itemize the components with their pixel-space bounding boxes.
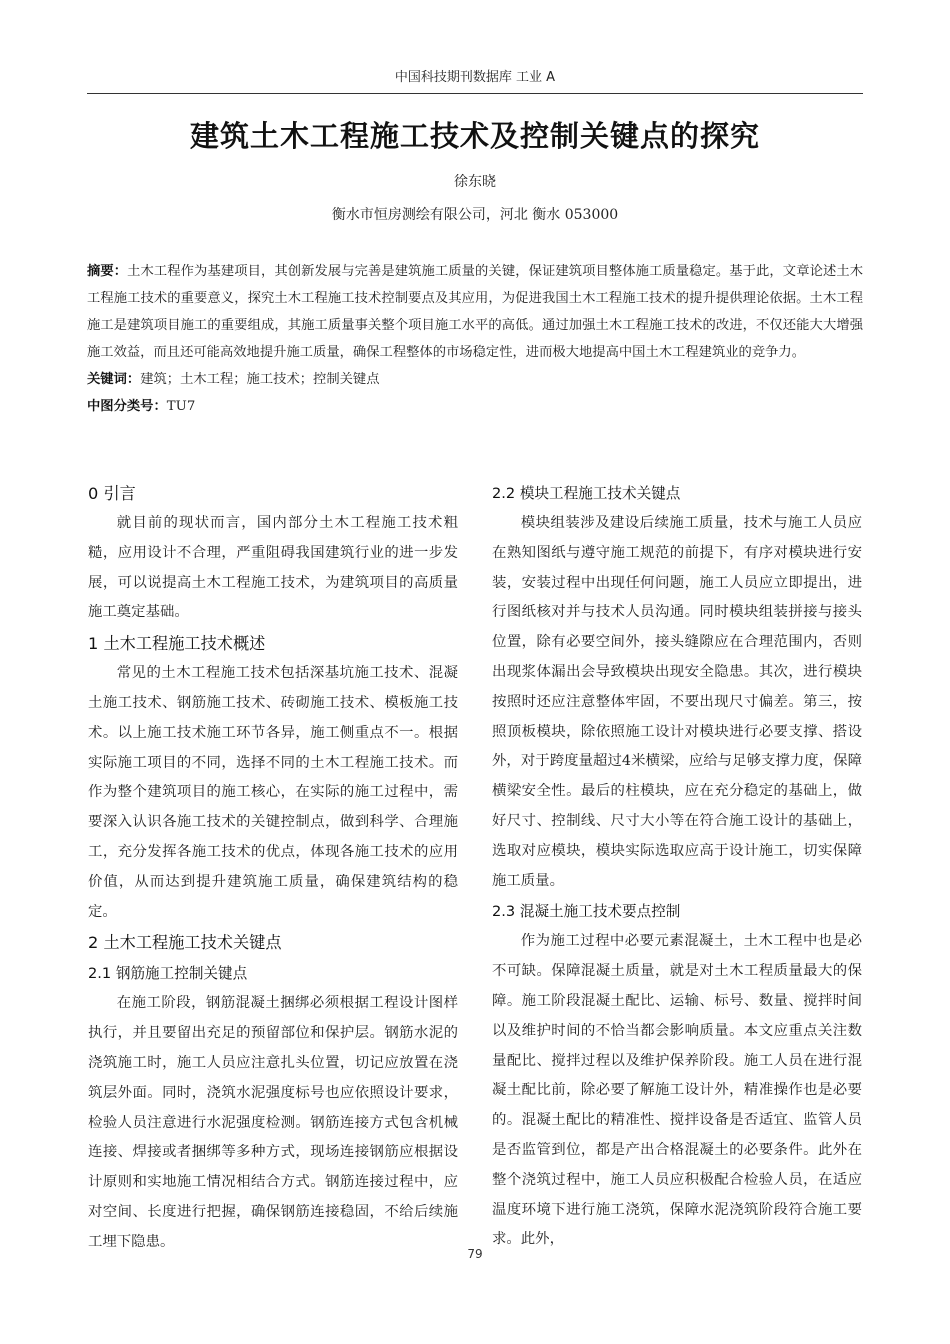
section-heading-introduction: 0 引言 [88, 484, 136, 503]
section-heading-overview: 1 土木工程施工技术概述 [88, 634, 266, 654]
subsection-heading-formwork: 2.2 模块工程施工技术关键点 [492, 485, 681, 502]
right-column [492, 478, 862, 1255]
rebar-paragraph: 在施工阶段，钢筋混凝土捆绑必须根据工程设计图样执行，并且要留出充足的预留部位和保护层。钢筋水泥的浇筑施工时，施工人员应注意扎头位置，切记应放置在浇筑层外面。同时，浇筑水泥强度标号也应依照设计要求，检验人员注意进行水泥强度检测。钢筋连接方式包含机械连接、焊接或者捆绑等多种方式，现场连接钢筋应根据设计原则和实地施工情况相结合方式。钢筋连接过程中，应对空间、长度进行把握，确保钢筋连接稳固，不给后续施工埋下隐患。 [88, 995, 458, 1250]
author-affiliation: 衡水市恒房测绘有限公司，河北 衡水 053000 [331, 207, 619, 223]
keywords-label: 关键词： [87, 372, 141, 387]
clc-text: TU7 [166, 399, 196, 414]
abstract-paragraph [87, 258, 863, 366]
keywords-text: 建筑；土木工程；施工技术；控制关键点 [140, 372, 380, 387]
section-heading-key-points: 2 土木工程施工技术关键点 [88, 933, 282, 953]
concrete-paragraph: 作为施工过程中必要元素混凝土，土木工程中也是必不可缺。保障混凝土质量，就是对土木工程质量最大的保障。施工阶段混凝土配比、运输、标号、数量、搅拌时间以及维护时间的不恰当都会影响质量。本文应重点关注数量配比、搅拌过程以及维护保养阶段。施工人员在进行混凝土配比前，除必要了解施工设计外，精准操作也是必要的。混凝土配比的精准性、搅拌设备是否适宜、监管人员是否监管到位，都是产出合格混凝土的必要条件。此外在整个浇筑过程中，施工人员应积极配合检验人员，在适应温度环境下进行施工浇筑，保障水泥浇筑阶段符合施工要求。此外， [492, 933, 862, 1248]
subsection-heading-rebar: 2.1 钢筋施工控制关键点 [88, 965, 248, 983]
formwork-paragraph: 模块组装涉及建设后续施工质量，技术与施工人员应在熟知图纸与遵守施工规范的前提下，有序对模块进行安装，安装过程中出现任何问题，施工人员应立即提出，进行图纸核对并与技术人员沟通。同时模块组装拼接与接头位置，除有必要空间外，接头缝隙应在合理范围内，否则出现浆体漏出会导致模块出现安全隐患。其次，进行模块按照时还应注意整体牢固，不要出现尺寸偏差。第三，按照顶板模块，除依照施工设计对模块进行必要支撑、搭设外，对于跨度量超过4米横梁，应给与足够支撑力度，保障横梁安全性。最后的柱模块，应在充分稳定的基础上，做好尺寸、控制线、尺寸大小等在符合施工设计的基础上，选取对应模块，模块实际选取应高于设计施工，切实保障施工质量。 [492, 515, 862, 889]
subsection-heading-concrete: 2.3 混凝土施工技术要点控制 [492, 903, 681, 921]
introduction-paragraph: 就目前的现状而言，国内部分土木工程施工技术粗糙，应用设计不合理，严重阻碍我国建筑行业的进一步发展，可以说提高土木工程施工技术，为建筑项目的高质量施工奠定基础。 [88, 515, 458, 621]
keywords-line [87, 366, 863, 393]
page-number: 79 [467, 1247, 483, 1261]
clc-label: 中图分类号： [87, 399, 167, 414]
abstract-label: 摘要： [87, 264, 128, 279]
abstract-block [87, 258, 863, 420]
article-title: 建筑土木工程施工技术及控制关键点的探究 [189, 119, 760, 153]
clc-line [87, 393, 863, 420]
author-name: 徐东晓 [454, 174, 496, 190]
abstract-text: 土木工程作为基建项目，其创新发展与完善是建筑施工质量的关键，保证建筑项目整体施工质量稳定。基于此，文章论述土木工程施工技术的重要意义，探究土木工程施工技术控制要点及其应用，为促进我国土木工程施工技术的提升提供理论依据。土木工程施工是建筑项目施工的重要组成，其施工质量事关整个项目施工水平的高低。通过加强土木工程施工技术的改进，不仅还能大大增强施工效益，而且还可能高效地提升施工质量，确保工程整体的市场稳定性，进而极大地提高中国土木工程建筑业的竞争力。 [87, 264, 864, 360]
left-column [88, 478, 458, 1258]
overview-paragraph: 常见的土木工程施工技术包括深基坑施工技术、混凝土施工技术、钢筋施工技术、砖砌施工技术、模板施工技术。以上施工技术施工环节各异，施工侧重点不一。根据实际施工项目的不同，选择不同的土木工程施工技术。而作为整个建筑项目的施工核心，在实际的施工过程中，需要深入认识各施工技术的关键控制点，做到科学、合理施工，充分发挥各施工技术的优点，体现各施工技术的应用价值，从而达到提升建筑施工质量，确保建筑结构的稳定。 [88, 665, 458, 920]
journal-header: 中国科技期刊数据库 工业 A [87, 66, 863, 94]
